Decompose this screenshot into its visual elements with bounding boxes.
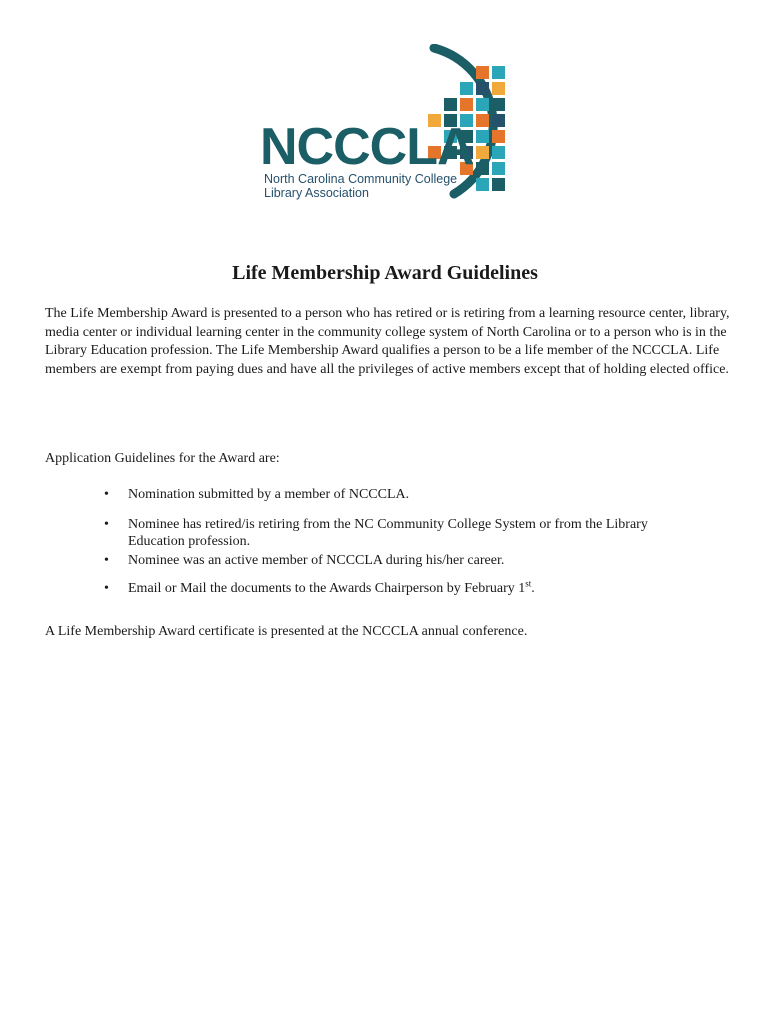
logo-mosaic-square xyxy=(492,82,505,95)
bullet-mark: • xyxy=(104,581,109,596)
logo-mosaic-square xyxy=(492,98,505,111)
logo-mosaic-square xyxy=(492,66,505,79)
logo-line1: North Carolina Community College xyxy=(264,172,458,186)
intro-paragraph: The Life Membership Award is presented to a person who has retired or is retiring from a learning resource center, library, media center or individual learning center in the community college system of North Carolina or to a person who is in the Library Education profession. The Life Membership Award qualifies a person to be a life member of the NCCCLA. Life members are exempt from paying dues and have all the privileges of active members except that of holding elected office. xyxy=(45,306,730,377)
logo-acronym: NCCCLA xyxy=(260,118,474,176)
bullet-mark: • xyxy=(104,487,109,502)
logo-mosaic-square xyxy=(460,82,473,95)
bullet-text xyxy=(128,580,698,597)
logo-mosaic-square xyxy=(476,66,489,79)
bullet-text: Nominee has retired/is retiring from the NC Community College System or from the Library Education profession. xyxy=(128,517,648,549)
logo-mosaic-square xyxy=(476,162,489,175)
logo-mosaic-square xyxy=(476,146,489,159)
ncccla-logo-graphic xyxy=(258,44,520,204)
bullet-text: Nomination submitted by a member of NCCCLA. xyxy=(128,487,410,502)
bullet-text: Nominee was an active member of NCCCLA during his/her career. xyxy=(128,553,505,568)
bullet-mark: • xyxy=(104,517,109,532)
bullet-mark: • xyxy=(104,553,109,568)
logo-line2: Library Association xyxy=(264,186,369,200)
logo-mosaic-square xyxy=(476,178,489,191)
logo-mosaic-square xyxy=(444,98,457,111)
date-superscript: st xyxy=(525,578,532,589)
page-title: Life Membership Award Guidelines xyxy=(232,262,538,284)
logo-mosaic-square xyxy=(460,98,473,111)
logo-mosaic-square xyxy=(476,114,489,127)
logo-mosaic-square xyxy=(476,98,489,111)
logo-mosaic-square xyxy=(492,146,505,159)
logo-mosaic-square xyxy=(476,82,489,95)
bullet-text-suffix: . xyxy=(531,581,535,596)
logo-mosaic-square xyxy=(492,130,505,143)
logo-mosaic-square xyxy=(492,114,505,127)
guidelines-heading: Application Guidelines for the Award are: xyxy=(45,451,280,466)
bullet-text-main: Email or Mail the documents to the Awards Chairperson by February 1 xyxy=(128,581,526,596)
logo-mosaic-square xyxy=(476,130,489,143)
logo-mosaic-square xyxy=(492,178,505,191)
ncccla-logo xyxy=(258,44,520,204)
closing-paragraph: A Life Membership Award certificate is presented at the NCCCLA annual conference. xyxy=(45,624,528,639)
logo-mosaic-square xyxy=(492,162,505,175)
